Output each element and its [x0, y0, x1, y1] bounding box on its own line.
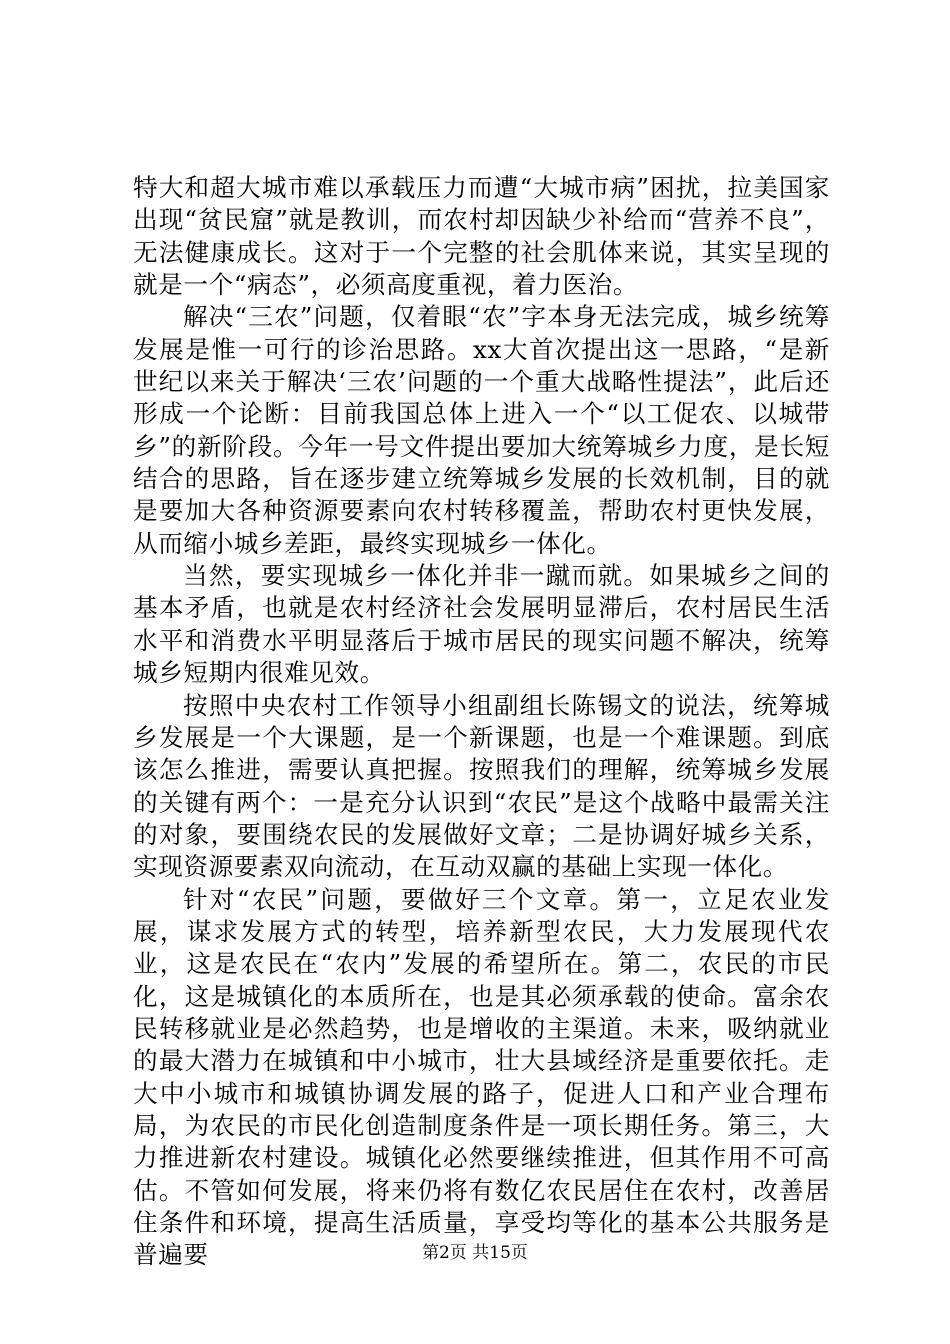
paragraph-3: 当然，要实现城乡一体化并非一蹴而就。如果城乡之间的基本矛盾，也就是农村经济社会发展明显滞后，农村居民生活水平和消费水平明显落后于城市居民的现实问题不解决，统筹城乡短期内很难见效。 — [133, 561, 830, 688]
page-number-footer: 第2页 共15页 — [422, 1243, 528, 1263]
paragraph-5: 针对“农民”问题，要做好三个文章。第一，立足农业发展，谋求发展方式的转型，培养新型农民，大力发展现代农业，这是农民在“农内”发展的希望所在。第二，农民的市民化，这是城镇化的本质所在，也是其必须承载的使命。富余农民转移就业是必然趋势，也是增收的主渠道。未来，吸纳就业的最大潜力在城镇和中小城市，壮大县域经济是重要依托。走大中小城市和城镇协调发展的路子，促进人口和产业合理布局，为农民的市民化创造制度条件是一项长期任务。第三，大力推进新农村建设。城镇化必然要继续推进，但其作用不可高估。不管如何发展，将来仍将有数亿农民居住在农村，改善居住条件和环境，提高生活质量，享受均等化的基本公共服务是普遍要 — [133, 884, 830, 1270]
document-body — [133, 172, 830, 1272]
paragraph-4: 按照中央农村工作领导小组副组长陈锡文的说法，统筹城乡发展是一个大课题，是一个新课题，也是一个难课题。到底该怎么推进，需要认真把握。按照我们的理解，统筹城乡发展的关键有两个：一是充分认识到“农民”是这个战略中最需关注的对象，要围绕农民的发展做好文章；二是协调好城乡关系，实现资源要素双向流动，在互动双赢的基础上实现一体化。 — [133, 690, 830, 882]
paragraph-2: 解决“三农”问题，仅着眼“农”字本身无法完成，城乡统筹发展是惟一可行的诊治思路。xx大首次提出这一思路，“是新世纪以来关于解决‘三农’问题的一个重大战略性提法”，此后还形成一个论断：目前我国总体上进入一个“以工促农、以城带乡”的新阶段。今年一号文件提出要加大统筹城乡力度，是长短结合的思路，旨在逐步建立统筹城乡发展的长效机制，目的就是要加大各种资源要素向农村转移覆盖，帮助农村更快发展，从而缩小城乡差距，最终实现城乡一体化。 — [133, 302, 830, 558]
paragraph-1: 特大和超大城市难以承载压力而遭“大城市病”困扰，拉美国家出现“贫民窟”就是教训，而农村却因缺少补给而“营养不良”，无法健康成长。这对于一个完整的社会肌体来说，其实呈现的就是一个“病态”，必须高度重视，着力医治。 — [133, 173, 830, 300]
